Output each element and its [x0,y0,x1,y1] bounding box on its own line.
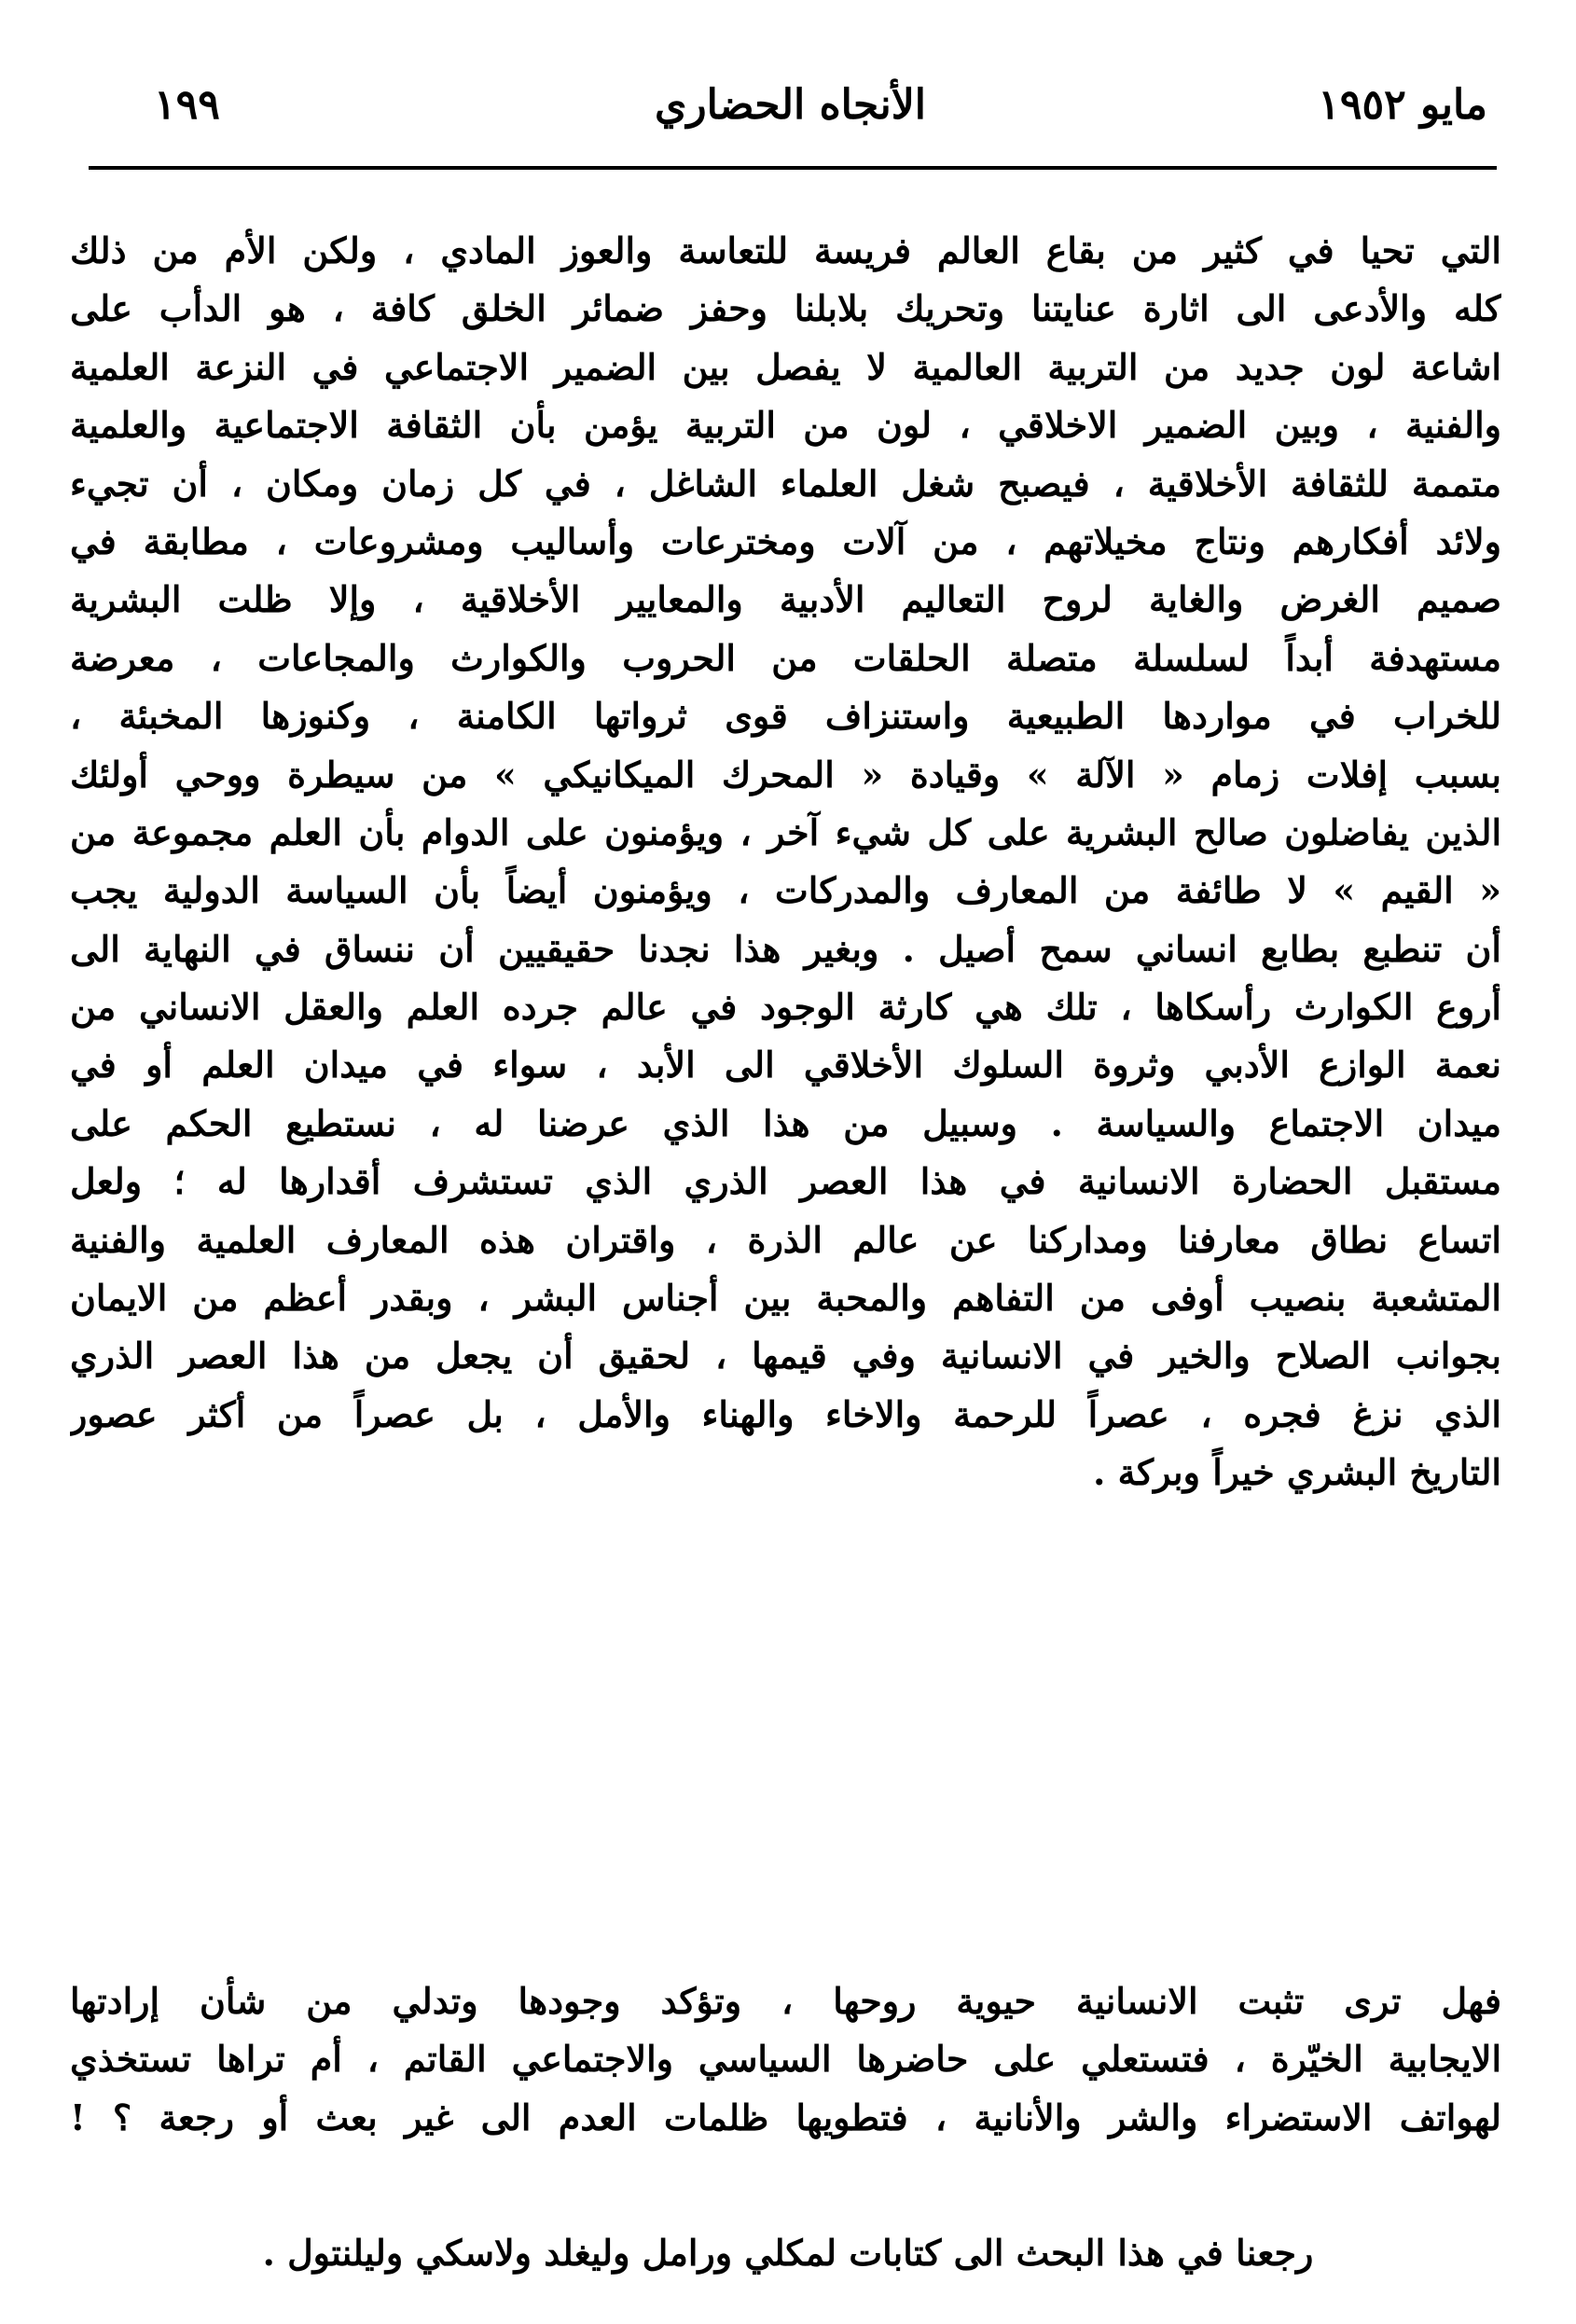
text-line: أروع الكوارث رأسكاها ، تلك هي كارثة الوجود في عالم جرده العلم والعقل الانساني من [70,986,1501,1029]
page-header [93,73,1487,138]
footnote: رجعنا في هذا البحث الى كتابات لمكلي ورامل وليغلد ولاسكي وليلنتول . [262,2232,1314,2274]
header-date: مايو ١٩٥٢ [1318,81,1487,129]
text-line: لهواتف الاستضراء والشر والأنانية ، فتطويها ظلمات العدم الى غير بعث أو رجعة ؟ ! [70,2096,1501,2138]
text-line: التاريخ البشري خيراً وبركة . [1093,1451,1501,1494]
text-line: كله والأدعى الى اثارة عنايتنا وتحريك بلابلنا وحفز ضمائر الخلق كافة ، هو الدأب على [70,287,1501,330]
text-line: للخراب في مواردها الطبيعية واستنزاف قوى ثرواتها الكامنة ، وكنوزها المخبئة ، [70,695,1501,738]
header-rule [89,166,1497,170]
text-line: التي تحيا في كثير من بقاع العالم فريسة للتعاسة والعوز المادي ، ولكن الأم من ذلك [70,229,1501,271]
text-line: بجوانب الصلاح والخير في الانسانية وفي قيمها ، لحقيق أن يجعل من هذا العصر الذري [70,1335,1501,1377]
text-line: الذين يفاضلون صالح البشرية على كل شيء آخر ، ويؤمنون على الدوام بأن العلم مجموعة من [70,810,1501,853]
text-line: اشاعة لون جديد من التربية العالمية لا يفصل بين الضمير الاجتماعي في النزعة العلمية [70,345,1501,388]
page-number: ١٩٩ [154,81,220,129]
text-line: والفنية ، وبين الضمير الاخلاقي ، لون من التربية يؤمن بأن الثقافة الاجتماعية والعلمية [70,404,1501,447]
text-line: صميم الغرض والغاية لروح التعاليم الأدبية والمعايير الأخلاقية ، وإلا ظلت البشرية [70,578,1501,621]
paragraph-1 [70,222,1501,1502]
text-line: المتشعبة بنصيب أوفى من التفاهم والمحبة بين أجناس البشر ، وبقدر أعظم من الايمان [70,1277,1501,1320]
text-line: مستقبل الحضارة الانسانية في هذا العصر الذري الذي تستشرف أقدارها له ؛ ولعل [70,1160,1501,1203]
text-line: ميدان الاجتماع والسياسة . وسبيل من هذا الذي عرضنا له ، نستطيع الحكم على [70,1101,1501,1144]
header-title: الأنجاه الحضاري [654,81,927,129]
text-line: الايجابية الخيّرة ، فتستعلي على حاضرها السياسي والاجتماعي القاتم ، أم تراها تستخذي [70,2038,1501,2081]
text-line: أن تنطبع بطابع انساني سمح أصيل . وبغير هذا نجدنا حقيقيين أن ننساق في النهاية الى [70,927,1501,970]
text-line: بسبب إفلات زمام « الآلة » وقيادة « المحرك الميكانيكي » من سيطرة ووحي أولئك [70,753,1501,795]
text-line: متممة للثقافة الأخلاقية ، فيصبح شغل العلماء الشاغل ، في كل زمان ومكان ، أن تجيء [70,462,1501,505]
text-line: نعمة الوازع الأدبي وثروة السلوك الأخلاقي الى الأبد ، سواء في ميدان العلم أو في [70,1044,1501,1086]
paragraph-2 [70,1972,1501,2147]
text-line: ولائد أفكارهم ونتاج مخيلاتهم ، من آلات ومخترعات وأساليب ومشروعات ، مطابقة في [70,519,1501,562]
text-line: مستهدفة أبداً لسلسلة متصلة الحلقات من الحروب والكوارث والمجاعات ، معرضة [70,636,1501,679]
text-line: اتساع نطاق معارفنا ومداركنا عن عالم الذرة ، واقتران هذه المعارف العلمية والفنية [70,1218,1501,1261]
text-line: الذي نزغ فجره ، عصراً للرحمة والاخاء والهناء والأمل ، بل عصراً من أكثر عصور [70,1392,1501,1435]
text-line: فهل ترى تثبت الانسانية حيوية روحها ، وتؤكد وجودها وتدلي من شأن إرادتها [70,1980,1501,2022]
text-line: « القيم » لا طائفة من المعارف والمدركات ، ويؤمنون أيضاً بأن السياسة الدولية يجب [70,869,1501,912]
